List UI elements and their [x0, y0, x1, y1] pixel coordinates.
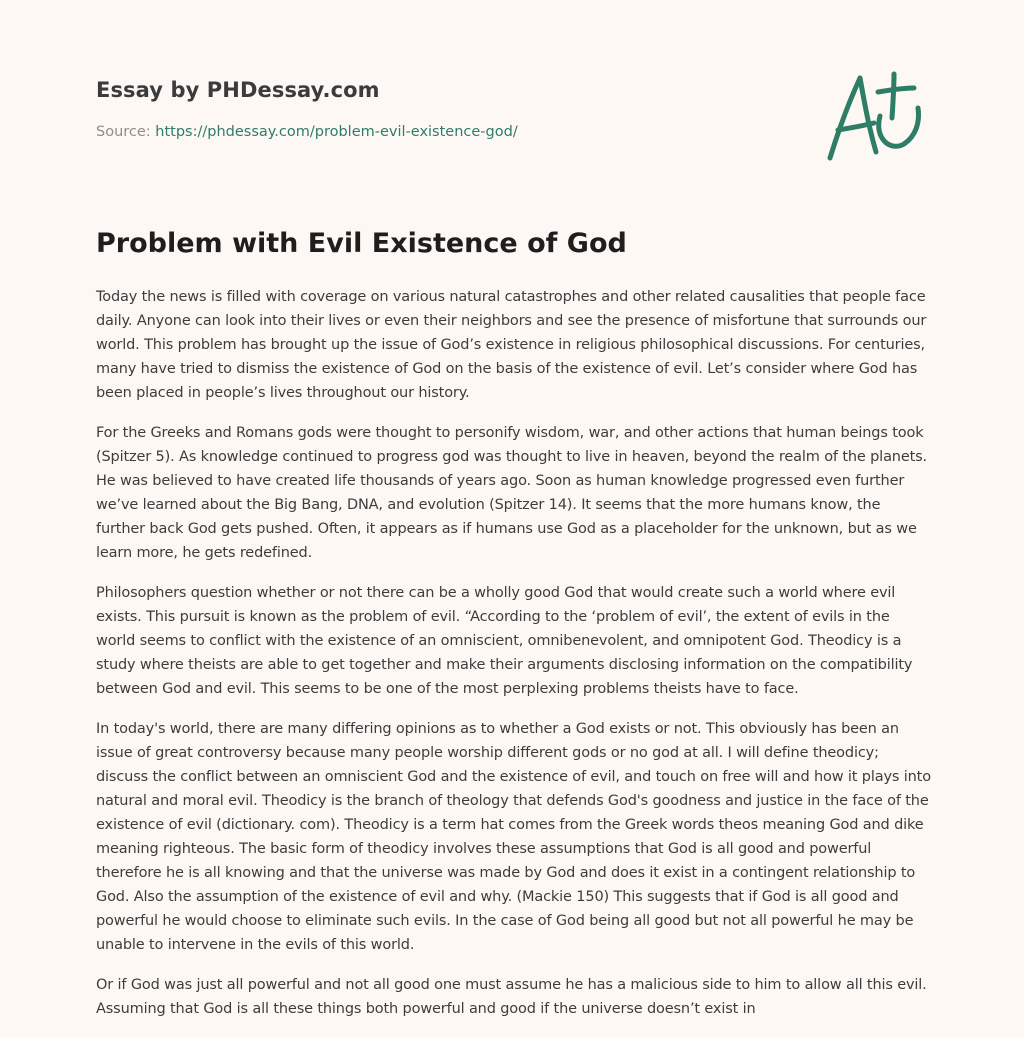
source-link[interactable]: https://phdessay.com/problem-evil-existence-god/: [155, 124, 518, 140]
article-title: Problem with Evil Existence of God: [96, 228, 627, 259]
site-brand: Essay by PHDessay.com: [96, 78, 380, 102]
paragraph: Philosophers question whether or not there can be a wholly good God that would create such a world where evil exists. This pursuit is known as the problem of evil. “According to the ‘problem of evil’, the extent of evils in the world seems to conflict with the existence of an omniscient, omnibenevolent, and omnipotent God. Theodicy is a study where theists are able to get together and make their arguments disclosing information on the compatibility between God and evil. This seems to be one of the most perplexing problems theists have to face.: [96, 585, 913, 697]
paragraph: For the Greeks and Romans gods were thought to personify wisdom, war, and other actions that human beings took (Spitzer 5). As knowledge continued to progress god was thought to live in heaven, beyond the realm of the planets. He was believed to have created life thousands of years ago. Soon as human knowledge progressed even further we’ve learned about the Big Bang, DNA, and evolution (Spitzer 14). It seems that the more humans know, the further back God gets pushed. Often, it appears as if humans use God as a placeholder for the unknown, but as we learn more, he gets redefined.: [96, 425, 928, 561]
paragraph: Or if God was just all powerful and not all good one must assume he has a malicious side to him to allow all this evil. Assuming that God is all these things both powerful and good if the universe doesn’t exist in: [96, 977, 927, 1017]
article-body: [96, 285, 932, 1037]
paragraph: Today the news is filled with coverage on various natural catastrophes and other related causalities that people face daily. Anyone can look into their lives or even their neighbors and see the presence of misfortune that surrounds our world. This problem has brought up the issue of God’s existence in religious philosophical discussions. For centuries, many have tried to dismiss the existence of God on the basis of the existence of evil. Let’s consider where God has been placed in people’s lives throughout our history.: [96, 289, 927, 401]
source-label: Source:: [96, 124, 151, 140]
a-plus-grade-icon: [822, 66, 930, 166]
source-line: [96, 124, 518, 140]
paragraph: In today's world, there are many differing opinions as to whether a God exists or not. This obviously has been an issue of great controversy because many people worship different gods or no god at all. I will define theodicy; discuss the conflict between an omniscient God and the existence of evil, and touch on free will and how it plays into natural and moral evil. Theodicy is the branch of theology that defends God's goodness and justice in the face of the existence of evil (dictionary. com). Theodicy is a term hat comes from the Greek words theos meaning God and dike meaning righteous. The basic form of theodicy involves these assumptions that God is all good and powerful therefore he is all knowing and that the universe was made by God and does it exist in a contingent relationship to God. Also the assumption of the existence of evil and why. (Mackie 150) This suggests that if God is all good and powerful he would choose to eliminate such evils. In the case of God being all good but not all powerful he may be unable to intervene in the evils of this world.: [96, 721, 931, 953]
page-header: [96, 76, 796, 140]
